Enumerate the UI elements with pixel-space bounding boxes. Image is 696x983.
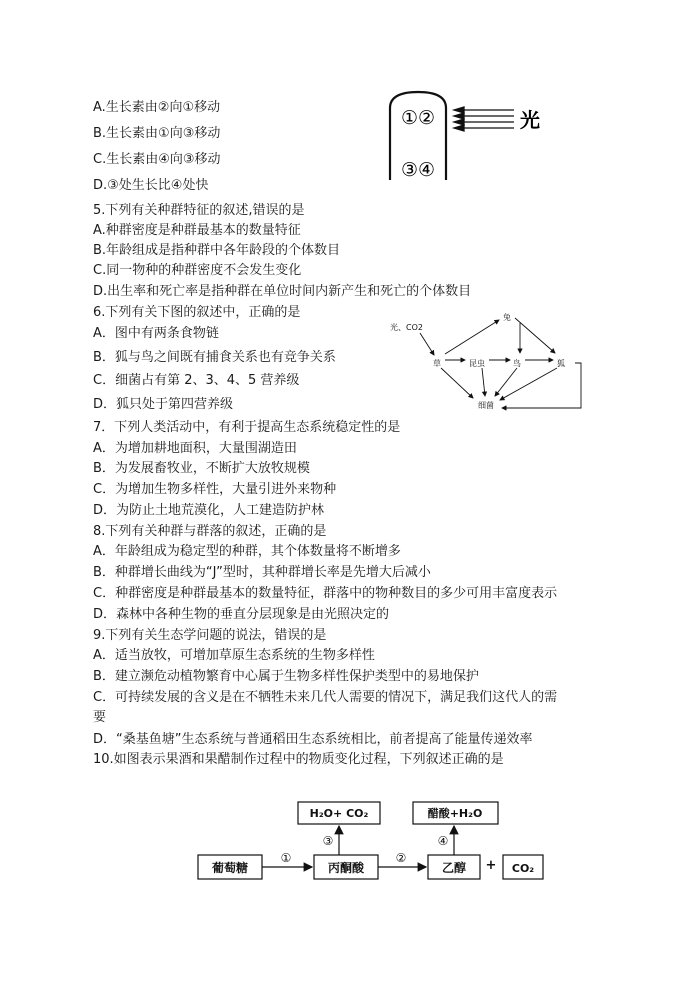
step4-label: ④: [437, 834, 449, 848]
insect-node: 昆虫: [469, 359, 485, 368]
plus-sign: +: [485, 858, 497, 873]
q8-option-a: A．年龄组成为稳定型的种群，其个体数量将不断增多: [93, 544, 401, 559]
q9-option-c: C．可持续发展的含义是在不牺牲未来几代人需要的情况下，满足我们这代人的需: [93, 690, 558, 705]
q9-option-a: A．适当放牧，可增加草原生态系统的生物多样性: [93, 648, 375, 663]
coleoptile-light-figure: [380, 90, 560, 185]
q8-option-c: C．种群密度是种群最基本的数量特征，群落中的物种数目的多少可用丰富度表示: [93, 586, 558, 601]
q7-option-d: D．为防止土地荒漠化，人工建造防护林: [93, 503, 325, 518]
q8-option-d: D．森林中各种生物的垂直分层现象是由光照决定的: [93, 607, 390, 622]
q7-option-c: C．为增加生物多样性，大量引进外来物种: [93, 482, 337, 497]
q6-option-c: C．细菌占有第 2、3、4、5 营养级: [93, 373, 300, 388]
q6-stem: 6.下列有关下图的叙述中，正确的是: [93, 305, 301, 320]
q5-option-b: B.年龄组成是指种群中各年龄段的个体数目: [93, 243, 341, 258]
q7-option-b: B．为发展畜牧业，不断扩大放牧规模: [93, 461, 310, 476]
grass-node: 草: [433, 359, 441, 368]
q7-option-a: A．为增加耕地面积，大量围湖造田: [93, 441, 297, 456]
q6-option-d: D．狐只处于第四营养级: [93, 397, 234, 412]
q4-option-c: C.生长素由④向③移动: [93, 152, 221, 167]
source-label: 光、CO2: [390, 323, 423, 332]
q9-option-b: B．建立濒危动植物繁育中心属于生物多样性保护类型中的易地保护: [93, 669, 479, 684]
light-label: 光: [520, 108, 540, 132]
step2-label: ②: [395, 851, 407, 865]
h2o-co2-label: H₂O+ CO₂: [309, 807, 369, 820]
bird-node: 鸟: [513, 359, 521, 368]
food-web-figure: [385, 308, 585, 420]
pyruvate-label: 丙酮酸: [327, 861, 365, 875]
light-arrows: [454, 107, 514, 131]
q6-option-a: A．图中有两条食物链: [93, 326, 219, 341]
q9-stem: 9.下列有关生态学问题的说法，错误的是: [93, 628, 327, 643]
q4-option-a: A.生长素由②向①移动: [93, 100, 221, 115]
step1-label: ①: [280, 851, 292, 865]
q7-stem: 7．下列人类活动中，有利于提高生态系统稳定性的是: [93, 420, 401, 435]
q5-option-d: D.出生率和死亡率是指种群在单位时间内新产生和死亡的个体数目: [93, 284, 472, 299]
marks-bottom: ③④: [400, 159, 436, 181]
fermentation-flowchart: [190, 795, 550, 885]
q9-option-c-cont: 要: [93, 710, 107, 725]
q6-option-b: B．狐与鸟之间既有捕食关系也有竞争关系: [93, 350, 336, 365]
co2-label: CO₂: [511, 862, 535, 875]
step3-label: ③: [322, 834, 334, 848]
fox-node: 狐: [557, 359, 565, 368]
rabbit-node: 兔: [503, 313, 511, 322]
ethanol-label: 乙醇: [441, 861, 467, 875]
q5-stem: 5.下列有关种群特征的叙述,错误的是: [93, 203, 305, 218]
q8-stem: 8.下列有关种群与群落的叙述，正确的是: [93, 524, 327, 539]
q8-option-b: B．种群增长曲线为“J”型时，其种群增长率是先增大后减小: [93, 565, 431, 580]
q4-option-d: D.③处生长比④处快: [93, 178, 209, 193]
q10-stem: 10.如图表示果酒和果醋制作过程中的物质变化过程，下列叙述正确的是: [93, 752, 504, 767]
bacteria-node: 细菌: [478, 401, 494, 410]
q5-option-a: A.种群密度是种群最基本的数量特征: [93, 223, 301, 238]
marks-top: ①②: [400, 107, 436, 129]
q9-option-d: D．“桑基鱼塘”生态系统与普通稻田生态系统相比，前者提高了能量传递效率: [93, 732, 533, 747]
q5-option-c: C.同一物种的种群密度不会发生变化: [93, 263, 302, 278]
acetic-acid-label: 醋酸+H₂O: [427, 807, 483, 820]
glucose-label: 葡萄糖: [211, 861, 249, 875]
q4-option-b: B.生长素由①向③移动: [93, 126, 221, 141]
